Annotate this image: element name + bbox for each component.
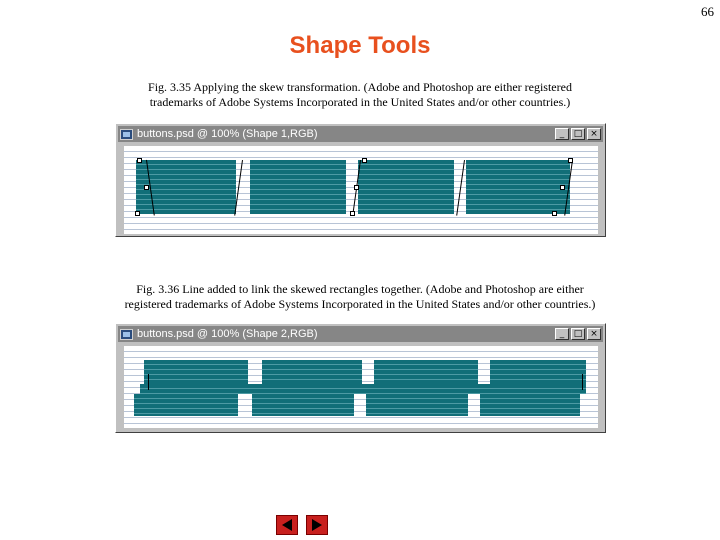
minimize-button[interactable]: _ [555,128,569,140]
transform-handle[interactable] [350,211,355,216]
transform-handle[interactable] [144,185,149,190]
transform-handle[interactable] [354,185,359,190]
figure-caption-1 [100,80,620,110]
linked-rectangle-bottom[interactable] [134,394,238,416]
linked-rectangle-bottom[interactable] [480,394,580,416]
link-endpoint-line [582,374,583,390]
page-number: 66 [701,4,714,19]
maximize-button[interactable]: □ [571,328,585,340]
previous-slide-button[interactable] [276,515,298,535]
caption-1-line-1: Fig. 3.35 Applying the skew transformation. (Adobe and Photoshop are either registered [148,80,572,94]
skewed-rectangle[interactable] [358,160,454,214]
close-button[interactable]: × [587,128,601,140]
window-titlebar[interactable] [118,326,603,342]
page-title: Shape Tools [289,32,431,59]
transform-handle[interactable] [135,211,140,216]
caption-1-line-2: trademarks of Adobe Systems Incorporated in the United States and/or other countries.) [149,95,571,109]
caption-2-line-1: Fig. 3.36 Line added to link the skewed rectangles together. (Adobe and Photoshop are either [136,282,584,296]
triangle-left-icon [277,516,297,534]
window-titlebar[interactable] [118,126,603,142]
photoshop-document-window-2[interactable] [115,323,606,433]
transform-handle[interactable] [362,158,367,163]
minimize-button[interactable]: _ [555,328,569,340]
transform-handle[interactable] [568,158,573,163]
linked-rectangle-top[interactable] [144,360,248,384]
linked-rectangle-top[interactable] [490,360,586,384]
linked-rectangle-bottom[interactable] [252,394,354,416]
skewed-rectangle[interactable] [466,160,570,214]
figure-caption-2 [80,282,640,312]
window-title: buttons.psd @ 100% (Shape 2,RGB) [137,328,318,340]
close-button[interactable]: × [587,328,601,340]
triangle-right-icon [307,516,327,534]
caption-2-line-2: registered trademarks of Adobe Systems Incorporated in the United States and/or other countries.) [124,297,596,311]
linked-rectangle-top[interactable] [374,360,478,384]
skewed-rectangle[interactable] [136,160,236,214]
document-icon [120,329,133,340]
window-title: buttons.psd @ 100% (Shape 1,RGB) [137,128,318,140]
link-endpoint-line [148,374,149,390]
document-canvas[interactable] [124,346,598,428]
document-icon [120,129,133,140]
photoshop-document-window-1[interactable] [115,123,606,237]
linked-rectangle-bottom[interactable] [366,394,468,416]
skewed-rectangle[interactable] [250,160,346,214]
document-canvas[interactable] [124,146,598,234]
transform-handle[interactable] [560,185,565,190]
transform-handle[interactable] [552,211,557,216]
maximize-button[interactable]: □ [571,128,585,140]
linked-rectangle-top[interactable] [262,360,362,384]
transform-handle[interactable] [137,158,142,163]
link-line-band[interactable] [140,384,586,394]
next-slide-button[interactable] [306,515,328,535]
